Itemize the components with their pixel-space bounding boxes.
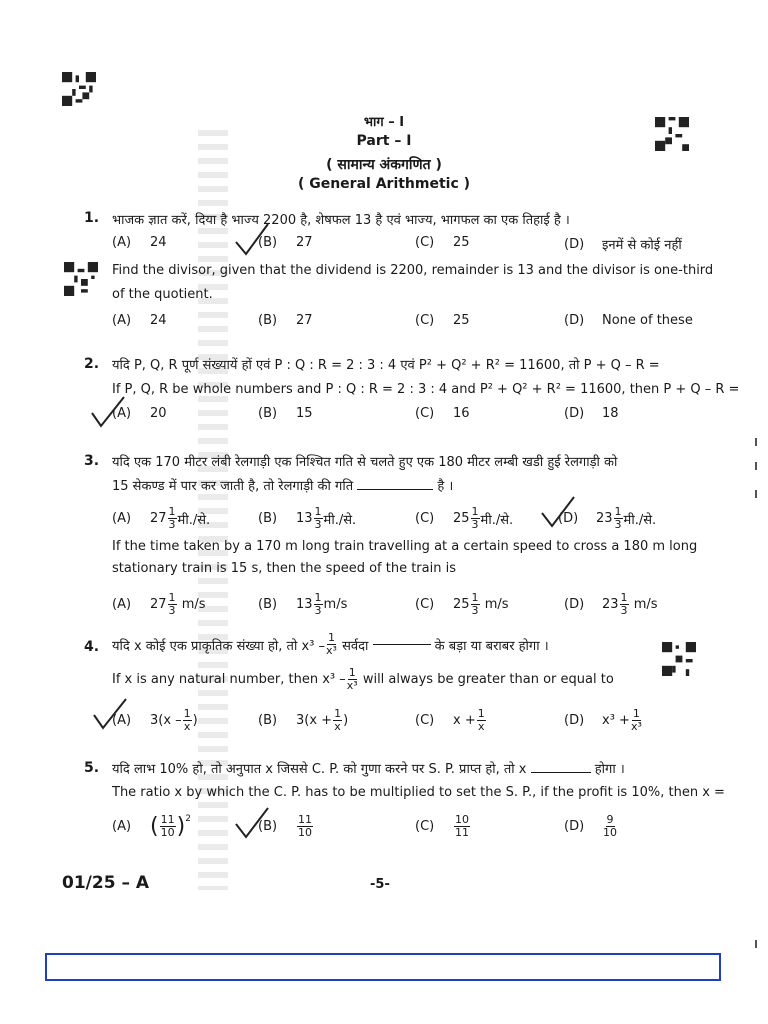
answer-blank — [373, 644, 431, 645]
check-mark-icon — [540, 495, 576, 529]
page-number: -5- — [370, 877, 390, 892]
question-text-hindi: यदि P, Q, R पूर्ण संख्यायें हों एवं P : Q : R = 2 : 3 : 4 एवं P² + Q² + R² = 11600, तो P + Q – R = — [112, 358, 660, 373]
question-number: 2. — [84, 356, 100, 372]
check-mark-icon — [234, 806, 270, 840]
question-number: 5. — [84, 760, 100, 776]
question-text-english: The ratio x by which the C. P. has to be multiplied to set the S. P., if the profit is 10%, then x = — [112, 785, 725, 800]
margin-mark — [755, 462, 757, 470]
option-d[interactable]: (D) 18 — [564, 406, 619, 421]
option-a[interactable]: (A) 27 $\frac{1}{3}$ मी./से. — [112, 505, 211, 531]
question-text-hindi: यदि x कोई एक प्राकृतिक संख्या हो, तो x³ – $\frac{1}{\text{x³}}$ सर्वदा के बड़ा या बराबर होगा । — [112, 631, 549, 657]
header-hindi-subject: ( सामान्य अंकगणित ) — [326, 157, 442, 173]
question-text-english: If P, Q, R be whole numbers and P : Q : R = 2 : 3 : 4 and P² + Q² + R² = 11600, then P + Q – R = — [112, 382, 740, 397]
option-a[interactable]: (A) 3(x – $\frac{1}{x}$ ) — [112, 707, 198, 733]
question-number: 3. — [84, 453, 100, 469]
option-a[interactable]: (A) 24 — [112, 235, 167, 250]
margin-mark — [755, 438, 757, 446]
option-c[interactable]: (C) $\frac{10}{11}$ — [415, 813, 469, 839]
option-a[interactable]: (A) ( $\frac{11}{10}$ ) $^2$ — [112, 813, 191, 839]
question-text-english: Find the divisor, given that the dividend is 2200, remainder is 13 and the divisor is one-third — [112, 263, 714, 278]
header-subject: ( General Arithmetic ) — [297, 176, 471, 192]
option-d[interactable]: (D) None of these — [564, 313, 693, 328]
option-c[interactable]: (C) 25 — [415, 235, 470, 250]
option-b[interactable]: (B) 15 — [258, 406, 313, 421]
header-part: Part – I — [356, 133, 412, 149]
option-c[interactable]: (C) 16 — [415, 406, 470, 421]
qr-code-icon — [64, 262, 98, 296]
margin-mark — [755, 490, 757, 498]
option-c[interactable]: (C) 25 $\frac{1}{3}$ m/s — [415, 591, 509, 617]
option-d[interactable]: (D) 23 $\frac{1}{3}$ m/s — [564, 591, 658, 617]
question-text-hindi: 15 सेकण्ड में पार कर जाती है, तो रेलगाड़ी की गति है । — [112, 479, 454, 494]
qr-code-icon — [662, 642, 696, 676]
option-b[interactable]: (B) 3(x + $\frac{1}{x}$ ) — [258, 707, 349, 733]
question-text-english: stationary train is 15 s, then the speed of the train is — [112, 561, 456, 576]
paper-code: 01/25 – A — [62, 873, 150, 893]
qr-code-icon — [62, 72, 96, 106]
question-text-hindi: भाजक ज्ञात करें, दिया है भाज्य 2200 है, शेषफल 13 है एवं भाज्य, भागफल का एक तिहाई है । — [112, 213, 570, 228]
option-b[interactable]: (B) 13 $\frac{1}{3}$ m/s — [258, 591, 348, 617]
margin-mark — [755, 940, 757, 948]
question-text-english: of the quotient. — [112, 287, 213, 302]
option-b[interactable]: (B) 13 $\frac{1}{3}$ मी./से. — [258, 505, 357, 531]
question-number: 4. — [84, 639, 100, 655]
option-a[interactable]: (A) 24 — [112, 313, 167, 328]
option-d[interactable]: (D) 23 $\frac{1}{3}$ मी./से. — [558, 505, 657, 531]
question-text-hindi: यदि लाभ 10% हो, तो अनुपात x जिससे C. P. को गुणा करने पर S. P. प्राप्त हो, तो x होगा । — [112, 762, 625, 777]
option-c[interactable]: (C) 25 — [415, 313, 470, 328]
question-text-english: If x is any natural number, then x³ – $\frac{1}{\text{x³}}$ will always be greater than or equal to — [112, 666, 614, 692]
answer-blank — [531, 772, 591, 773]
option-c[interactable]: (C) x + $\frac{1}{x}$ — [415, 707, 485, 733]
question-text-hindi: यदि एक 170 मीटर लंबी रेलगाड़ी एक निश्चित गति से चलते हुए एक 180 मीटर लम्बी खडी हुई रेलगाड़ी को — [112, 455, 618, 470]
option-a[interactable]: (A) 20 — [112, 406, 167, 421]
check-mark-icon — [90, 395, 126, 429]
option-d[interactable]: (D) इनमें से कोई नहीं — [564, 236, 682, 253]
check-mark-icon — [92, 697, 128, 731]
option-d[interactable]: (D) x³ + $\frac{1}{\text{x³}}$ — [564, 707, 642, 733]
option-a[interactable]: (A) 27 $\frac{1}{3}$ m/s — [112, 591, 206, 617]
bottom-border-box — [45, 953, 721, 981]
check-mark-icon — [234, 222, 270, 256]
header-hindi-part: भाग – I — [363, 115, 405, 130]
option-b[interactable]: (B) 27 — [258, 235, 313, 250]
option-b[interactable]: (B) $\frac{11}{10}$ — [258, 813, 312, 839]
option-d[interactable]: (D) $\frac{9}{10}$ — [564, 813, 617, 839]
question-text-english: If the time taken by a 170 m long train travelling at a certain speed to cross a 180 m long — [112, 539, 698, 554]
answer-blank — [357, 489, 433, 490]
option-c[interactable]: (C) 25 $\frac{1}{3}$ मी./से. — [415, 505, 514, 531]
option-b[interactable]: (B) 27 — [258, 313, 313, 328]
question-number: 1. — [84, 210, 100, 226]
